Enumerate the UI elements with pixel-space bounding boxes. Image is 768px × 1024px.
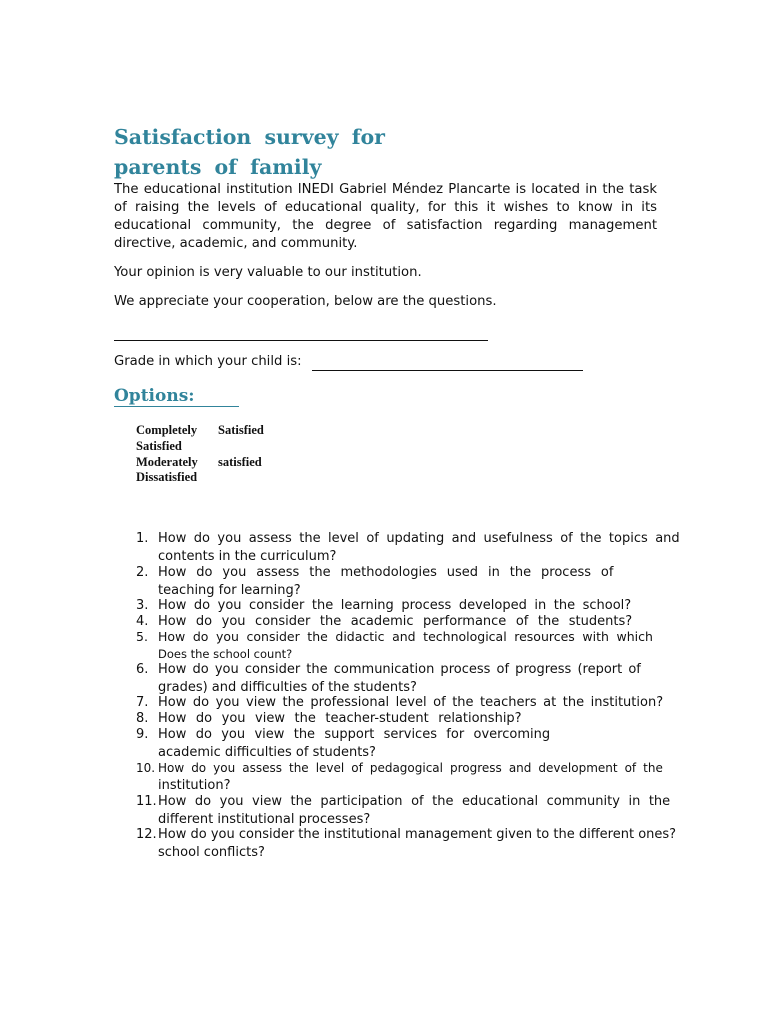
question-number: 5. [136, 629, 148, 644]
question-text-continued: different institutional processes? [158, 811, 371, 827]
name-blank-line [114, 340, 488, 341]
question-item [136, 530, 680, 565]
question-text: How do you consider the didactic and technological resources with which [158, 629, 653, 644]
question-text: How do you view the participation of the educational community in the [158, 794, 671, 809]
question-text: How do you view the teacher-student relationship? [158, 711, 522, 726]
question-number: 10. [136, 761, 156, 775]
option-text: Moderately [136, 454, 198, 469]
option-text: satisfied [218, 454, 262, 469]
question-text: How do you assess the level of pedagogical progress and development of the [158, 761, 663, 775]
question-item [136, 628, 653, 663]
question-item [136, 826, 676, 861]
question-number: 11. [136, 794, 157, 809]
question-text-continued: academic difficulties of students? [158, 744, 376, 760]
question-number: 9. [136, 727, 149, 742]
question-text: How do you assess the level of updating and usefulness of the topics and [158, 531, 680, 546]
question-item [136, 726, 550, 761]
appreciate-text: We appreciate your cooperation, below are the questions. [114, 294, 497, 309]
grade-label: Grade in which your child is: [114, 354, 302, 369]
options-heading: Options: [114, 386, 239, 407]
question-number: 3. [136, 598, 149, 613]
option-text: Dissatisfied [136, 470, 198, 485]
opinion-text: Your opinion is very valuable to our institution. [114, 265, 422, 280]
question-text-continued: teaching for learning? [158, 582, 301, 598]
question-number: 4. [136, 614, 149, 629]
question-item [136, 793, 670, 828]
intro-paragraph: The educational institution INEDI Gabriel Méndez Plancarte is located in the task of raising the levels of educational quality, for this it wishes to know in its educational community, the degree of satisfaction regarding management directive, academic, and community. [114, 182, 657, 251]
question-number: 2. [136, 565, 149, 580]
question-text: How do you assess the methodologies used in the process of [158, 565, 614, 580]
question-text-continued: grades) and difficulties of the students? [158, 680, 417, 695]
question-text-continued: contents in the curriculum? [158, 548, 337, 564]
question-item [136, 564, 613, 599]
question-text: How do you consider the academic performance of the students? [158, 614, 633, 629]
question-item [136, 759, 663, 795]
question-text: How do you view the professional level of the teachers at the institution? [158, 695, 664, 710]
question-item [136, 597, 631, 615]
question-number: 8. [136, 711, 149, 726]
question-item [136, 710, 522, 728]
question-text-continued: school conflicts? [158, 844, 265, 860]
question-text: How do you view the support services for overcoming [158, 727, 551, 742]
question-number: 6. [136, 662, 149, 677]
page-title: Satisfaction survey for parents of family [114, 125, 385, 179]
question-number: 7. [136, 695, 149, 710]
question-item [136, 661, 641, 697]
question-item [136, 694, 663, 712]
question-text: How do you consider the communication process of progress (report of [158, 662, 641, 677]
question-number: 1. [136, 531, 149, 546]
question-number: 12. [136, 827, 157, 842]
option-text: Satisfied [136, 438, 182, 453]
option-text: Satisfied [218, 423, 264, 437]
question-text-continued: institution? [158, 778, 231, 793]
grade-blank-line [312, 370, 583, 371]
question-text-continued: Does the school count? [158, 646, 293, 661]
options-list [136, 423, 286, 486]
question-text: How do you consider the learning process developed in the school? [158, 598, 632, 613]
option-text: Completely [136, 423, 198, 437]
question-text: How do you consider the institutional management given to the different ones? [158, 827, 677, 842]
